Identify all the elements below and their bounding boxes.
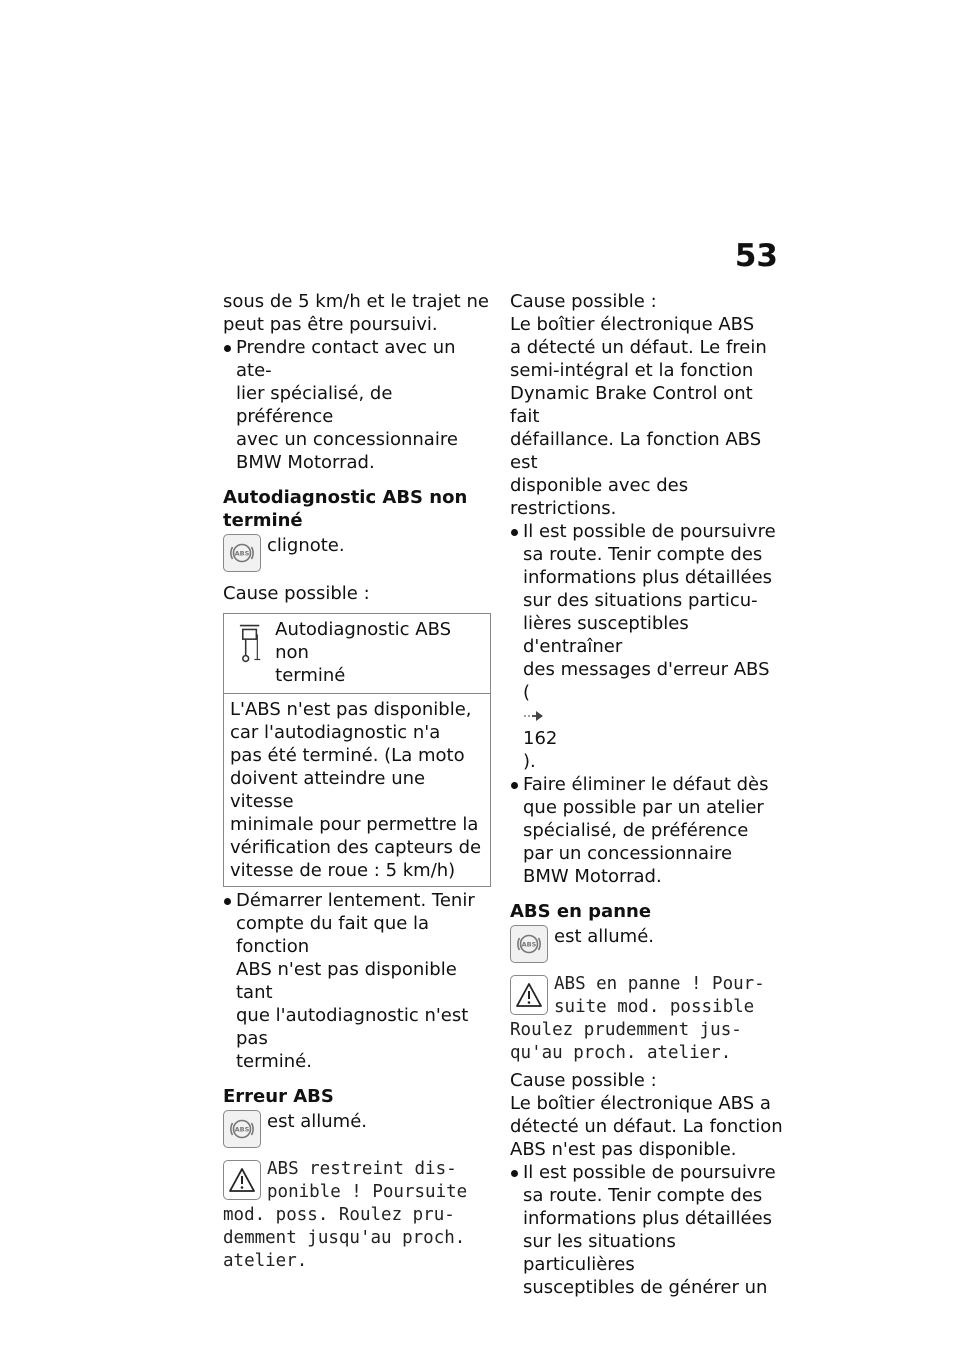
cause-label: Cause possible : <box>223 583 370 604</box>
symbol-status-text: clignote. <box>267 535 345 556</box>
abs-warning-light-icon <box>223 534 261 572</box>
left-bullet-list-1 <box>223 336 495 474</box>
abs-warning-light-icon <box>223 1110 261 1148</box>
cause-paragraph: Le boîtier électronique ABS a détecté un défaut. Le frein semi-intégral et la fonction Dynamic Brake Control ont fait défaillance. La fonction ABS est disponible avec des restrictions. <box>510 314 767 519</box>
list-item: Faire éliminer le défaut dès que possible par un atelier spécialisé, de préférence par un concessionnaire BMW Motorrad. <box>510 773 785 888</box>
svg-text:ABS: ABS <box>234 1125 250 1134</box>
symbol-row <box>223 534 495 572</box>
page-number: 53 <box>734 238 778 274</box>
list-item: Il est possible de poursuivre sa route. Tenir compte des informations plus détaillées sur des situations particu- lières susceptibles d'entraîner des messages d'erreur ABS ( 162 ). <box>510 520 785 773</box>
list-item: Il est possible de poursuivre sa route. Tenir compte des informations plus détaillées sur les situations particulières susceptibles de générer un <box>510 1161 785 1299</box>
intro-paragraph: sous de 5 km/h et le trajet ne peut pas être poursuivi. <box>223 291 489 335</box>
left-bullet-list-2 <box>223 889 495 1073</box>
cause-paragraph: Le boîtier électronique ABS a détecté un défaut. La fonction ABS n'est pas disponible. <box>510 1093 783 1160</box>
diagnostic-sensor-icon <box>236 622 263 666</box>
page-reference-arrow-icon <box>523 710 545 722</box>
symbol-row <box>223 1110 495 1148</box>
section-heading-abs-en-panne: ABS en panne <box>510 901 652 922</box>
symbol-row <box>510 925 785 963</box>
info-box-header: Autodiagnostic ABS non terminé <box>224 614 490 694</box>
cause-label: Cause possible : <box>510 291 657 312</box>
right-bullet-list-1 <box>510 520 785 888</box>
display-message: ABS restreint dis- ponible ! Poursuite mod. poss. Roulez pru- demment jusqu'au proch. atelier. <box>223 1159 468 1271</box>
svg-text:ABS: ABS <box>234 549 250 558</box>
svg-text:ABS: ABS <box>521 940 537 949</box>
list-item: Démarrer lentement. Tenir compte du fait que la fonction ABS n'est pas disponible tant que l'autodiagnostic n'est pas terminé. <box>223 889 495 1073</box>
warning-triangle-icon <box>510 975 548 1015</box>
right-column <box>510 290 785 1299</box>
symbol-status-text: est allumé. <box>267 1111 368 1132</box>
list-item: Prendre contact avec un ate- lier spécialisé, de préférence avec un concessionnaire BMW Motorrad. <box>223 336 495 474</box>
section-heading-autodiagnostic: Autodiagnostic ABS non terminé <box>223 487 468 531</box>
abs-warning-light-icon <box>510 925 548 963</box>
right-bullet-list-2 <box>510 1161 785 1299</box>
page-reference[interactable]: ( 162 ). <box>523 682 558 772</box>
left-column <box>223 290 495 1273</box>
info-box-body: L'ABS n'est pas disponible, car l'autodiagnostic n'a pas été terminé. (La moto doivent atteindre une vitesse minimale pour permettre la vérification des capteurs de vitesse de roue : 5 km/h) <box>230 699 482 881</box>
symbol-status-text: est allumé. <box>554 926 655 947</box>
cause-label: Cause possible : <box>510 1070 657 1091</box>
info-box <box>223 613 491 887</box>
display-message: ABS en panne ! Pour- suite mod. possible Roulez prudemment jus- qu'au proch. atelier. <box>510 974 765 1063</box>
warning-triangle-icon <box>223 1160 261 1200</box>
section-heading-erreur-abs: Erreur ABS <box>223 1086 334 1107</box>
